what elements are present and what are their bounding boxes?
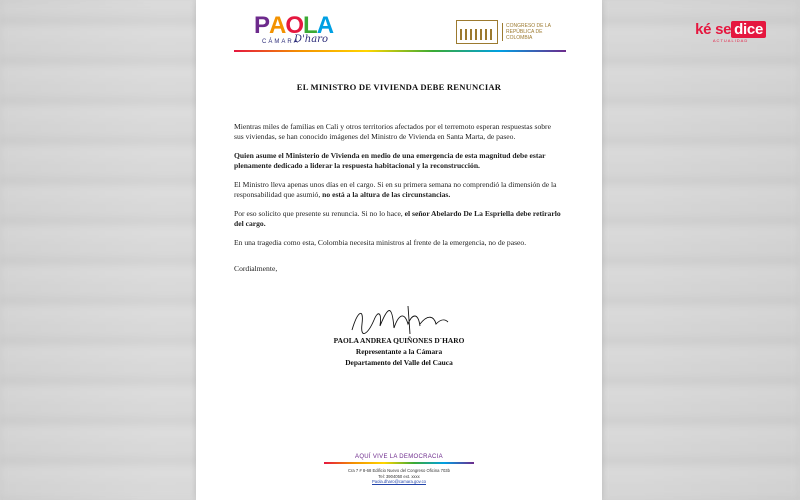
paragraph-3: El Ministro lleva apenas unos días en el cargo. Si en su primera semana no comprendió la dimensión de la responsabilidad que asumió, no está a la altura de las circunstancias. [234,180,557,199]
footer-phone: Tel: 3904050 ext. xxxx [378,473,420,479]
signer-role: Representante a la Cámara [355,347,443,356]
letterhead [234,14,566,50]
blurred-left-panel [0,0,200,500]
letter-footer [196,454,602,485]
signer-department: Departamento del Valle del Cauca [345,358,453,367]
footer-email-link[interactable]: Paola.dharo@camara.gov.co [372,479,426,484]
dharo-label: D'haro [294,34,328,45]
paola-letter: P [254,12,270,39]
handwritten-signature [348,300,458,338]
paola-letter: L [303,12,317,39]
header-rainbow-divider [234,50,566,52]
kesedice-logo [695,22,766,43]
brand-logo-text: ké se dice [695,22,766,37]
camara-label: CÁMARA [262,39,300,45]
signer-name: PAOLA ANDREA QUIÑONES D´HARO [333,336,465,345]
footer-rainbow-bar [324,462,474,464]
paragraph-5: En una tragedia como esta, Colombia necesita ministros al frente de la emergencia, no de paseo. [234,238,527,247]
blurred-right-panel [600,0,800,500]
paragraph-2: Quien asume el Ministerio de Vivienda en medio de una emergencia de esta magnitud debe estar plenamente dedicado a liderar la respuesta habitacional y la reconstrucción. [234,151,546,170]
congreso-text: CONGRESO DE LA REPÚBLICA DE COLOMBIA [502,23,556,41]
paragraph-4: Por eso solicito que presente su renuncia. Si no lo hace, el señor Abelardo De La Espriella debe retirarlo del cargo. [234,209,561,228]
closing: Cordialmente, [234,264,278,273]
footer-slogan: AQUÍ VIVE LA DEMOCRACIA [355,454,443,460]
paragraph-1: Mientras miles de familias en Cali y otros territorios afectados por el terremoto esperan respuestas sobre sus viviendas, se han conocido imágenes del Ministro de Vivienda en Santa Marta, de paseo. [234,122,551,141]
footer-address: Cra 7 # 8-68 Edificio Nuevo del Congreso Oficina 703b [348,468,450,473]
document-body [234,122,562,257]
paola-letter: O [285,12,304,39]
congreso-logo [456,20,556,44]
paola-letter: A [269,12,286,39]
capitol-icon [456,20,498,44]
brand-tagline: ACTUALIDAD [712,38,749,43]
paola-letter: A [316,12,334,39]
letter-page [196,0,602,500]
document-title: EL MINISTRO DE VIVIENDA DEBE RENUNCIAR [296,82,502,92]
signature-block [196,335,602,368]
